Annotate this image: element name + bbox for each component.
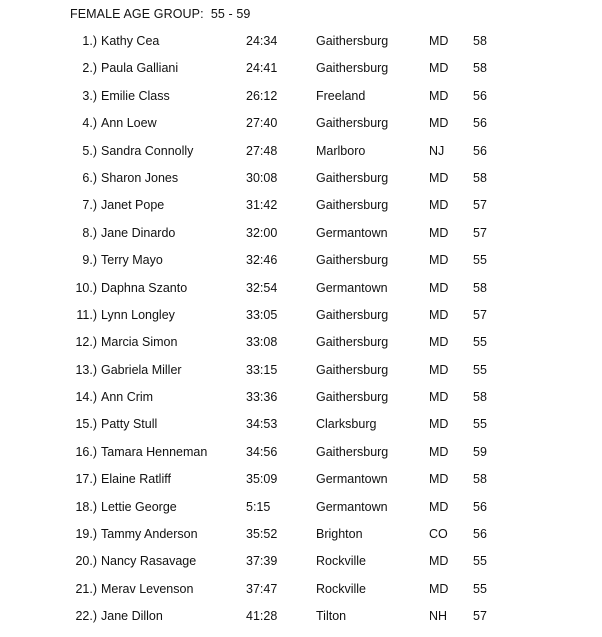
runner-name: Paula Galliani: [101, 61, 179, 76]
runner-name: Elaine Ratliff: [101, 472, 171, 487]
age: 56: [473, 88, 487, 103]
finish-time: 32:00: [246, 225, 278, 240]
city: Gaithersburg: [316, 307, 389, 322]
finish-time: 33:15: [246, 362, 278, 377]
finish-time: 33:36: [246, 390, 278, 405]
state: MD: [429, 34, 449, 48]
place-number: 3.): [82, 88, 97, 103]
result-row: [0, 308, 602, 335]
result-row: [0, 417, 602, 444]
city: Gaithersburg: [316, 444, 389, 459]
place-number: 9.): [82, 253, 97, 268]
result-row: [0, 144, 602, 171]
result-row: [0, 472, 602, 499]
age: 57: [473, 225, 487, 240]
place-number: 17.): [75, 472, 97, 487]
result-row: [0, 335, 602, 362]
state: MD: [429, 554, 449, 569]
city: Gaithersburg: [316, 390, 389, 405]
state: MD: [429, 499, 449, 514]
runner-name: Janet Pope: [101, 198, 165, 213]
state: MD: [429, 362, 449, 377]
result-row: [0, 609, 602, 636]
age: 58: [473, 390, 487, 405]
age: 56: [473, 527, 487, 542]
state: MD: [429, 472, 449, 487]
finish-time: 27:48: [246, 143, 278, 158]
runner-name: Marcia Simon: [101, 335, 178, 350]
runner-name: Lettie George: [101, 499, 177, 514]
finish-time: 32:46: [246, 253, 278, 268]
finish-time: 24:34: [246, 34, 278, 48]
place-number: 16.): [75, 444, 97, 459]
result-row: [0, 445, 602, 472]
age: 59: [473, 444, 487, 459]
place-number: 6.): [82, 170, 97, 185]
state: MD: [429, 253, 449, 268]
runner-name: Jane Dinardo: [101, 225, 176, 240]
city: Gaithersburg: [316, 198, 389, 213]
result-row: [0, 390, 602, 417]
state: MD: [429, 390, 449, 405]
result-row: [0, 253, 602, 280]
state: CO: [429, 527, 448, 542]
finish-time: 37:47: [246, 581, 278, 596]
age: 58: [473, 34, 487, 48]
place-number: 11.): [76, 307, 97, 322]
state: MD: [429, 581, 449, 596]
age: 57: [473, 307, 487, 322]
city: Rockville: [316, 554, 367, 569]
runner-name: Sandra Connolly: [101, 143, 194, 158]
city: Rockville: [316, 581, 367, 596]
state: MD: [429, 116, 449, 131]
age: 55: [473, 335, 487, 350]
age: 57: [473, 198, 487, 213]
runner-name: Tammy Anderson: [101, 527, 198, 542]
state: MD: [429, 417, 449, 432]
city: Germantown: [316, 225, 388, 240]
result-row: [0, 198, 602, 225]
place-number: 21.): [75, 581, 97, 596]
result-row: [0, 500, 602, 527]
result-row: [0, 281, 602, 308]
state: MD: [429, 335, 449, 350]
city: Tilton: [316, 609, 347, 624]
place-number: 19.): [75, 527, 97, 542]
finish-time: 34:56: [246, 444, 278, 459]
city: Gaithersburg: [316, 116, 389, 131]
place-number: 13.): [75, 362, 97, 377]
finish-time: 27:40: [246, 116, 278, 131]
runner-name: Ann Crim: [101, 390, 154, 405]
runner-name: Merav Levenson: [101, 581, 194, 596]
results-list: [0, 34, 602, 637]
place-number: 12.): [75, 335, 97, 350]
result-row: [0, 171, 602, 198]
city: Germantown: [316, 472, 388, 487]
city: Gaithersburg: [316, 362, 389, 377]
runner-name: Tamara Henneman: [101, 444, 208, 459]
state: MD: [429, 170, 449, 185]
age: 56: [473, 499, 487, 514]
result-row: [0, 89, 602, 116]
state: NH: [429, 609, 448, 624]
finish-time: 33:05: [246, 307, 278, 322]
place-number: 14.): [75, 390, 97, 405]
place-number: 1.): [82, 34, 97, 48]
state: MD: [429, 444, 449, 459]
city: Freeland: [316, 88, 366, 103]
age: 56: [473, 143, 487, 158]
place-number: 8.): [82, 225, 97, 240]
finish-time: 31:42: [246, 198, 278, 213]
finish-time: 5:15: [246, 499, 271, 514]
age: 55: [473, 554, 487, 569]
result-row: [0, 363, 602, 390]
age: 58: [473, 170, 487, 185]
city: Gaithersburg: [316, 34, 389, 48]
age: 55: [473, 581, 487, 596]
finish-time: 35:09: [246, 472, 278, 487]
city: Germantown: [316, 280, 388, 295]
result-row: [0, 582, 602, 609]
finish-time: 26:12: [246, 88, 278, 103]
result-row: [0, 527, 602, 554]
finish-time: 24:41: [246, 61, 278, 76]
age: 57: [473, 609, 487, 624]
age: 56: [473, 116, 487, 131]
finish-time: 33:08: [246, 335, 278, 350]
state: MD: [429, 88, 449, 103]
city: Clarksburg: [316, 417, 377, 432]
runner-name: Lynn Longley: [101, 307, 175, 322]
city: Gaithersburg: [316, 170, 389, 185]
city: Gaithersburg: [316, 253, 389, 268]
runner-name: Terry Mayo: [101, 253, 163, 268]
state: NJ: [429, 143, 445, 158]
runner-name: Daphna Szanto: [101, 280, 188, 295]
age: 55: [473, 253, 487, 268]
result-row: [0, 34, 602, 61]
age: 55: [473, 417, 487, 432]
result-row: [0, 116, 602, 143]
runner-name: Jane Dillon: [101, 609, 163, 624]
place-number: 22.): [75, 609, 97, 624]
state: MD: [429, 225, 449, 240]
place-number: 2.): [82, 61, 97, 76]
result-row: [0, 226, 602, 253]
place-number: 4.): [82, 116, 97, 131]
city: Marlboro: [316, 143, 366, 158]
result-row: [0, 61, 602, 88]
finish-time: 30:08: [246, 170, 278, 185]
age-group-heading: FEMALE AGE GROUP: 55 - 59: [70, 7, 251, 21]
place-number: 18.): [75, 499, 97, 514]
runner-name: Emilie Class: [101, 88, 170, 103]
place-number: 20.): [75, 554, 97, 569]
place-number: 15.): [75, 417, 97, 432]
age: 55: [473, 362, 487, 377]
place-number: 7.): [82, 198, 97, 213]
runner-name: Kathy Cea: [101, 34, 160, 48]
runner-name: Sharon Jones: [101, 170, 179, 185]
runner-name: Nancy Rasavage: [101, 554, 197, 569]
state: MD: [429, 280, 449, 295]
finish-time: 35:52: [246, 527, 278, 542]
place-number: 5.): [82, 143, 97, 158]
state: MD: [429, 307, 449, 322]
state: MD: [429, 198, 449, 213]
finish-time: 34:53: [246, 417, 278, 432]
finish-time: 32:54: [246, 280, 278, 295]
age: 58: [473, 61, 487, 76]
city: Gaithersburg: [316, 335, 389, 350]
city: Brighton: [316, 527, 363, 542]
age: 58: [473, 280, 487, 295]
place-number: 10.): [75, 280, 97, 295]
age: 58: [473, 472, 487, 487]
runner-name: Gabriela Miller: [101, 362, 182, 377]
state: MD: [429, 61, 449, 76]
result-row: [0, 554, 602, 581]
city: Germantown: [316, 499, 388, 514]
city: Gaithersburg: [316, 61, 389, 76]
runner-name: Patty Stull: [101, 417, 158, 432]
finish-time: 37:39: [246, 554, 278, 569]
runner-name: Ann Loew: [101, 116, 157, 131]
finish-time: 41:28: [246, 609, 278, 624]
